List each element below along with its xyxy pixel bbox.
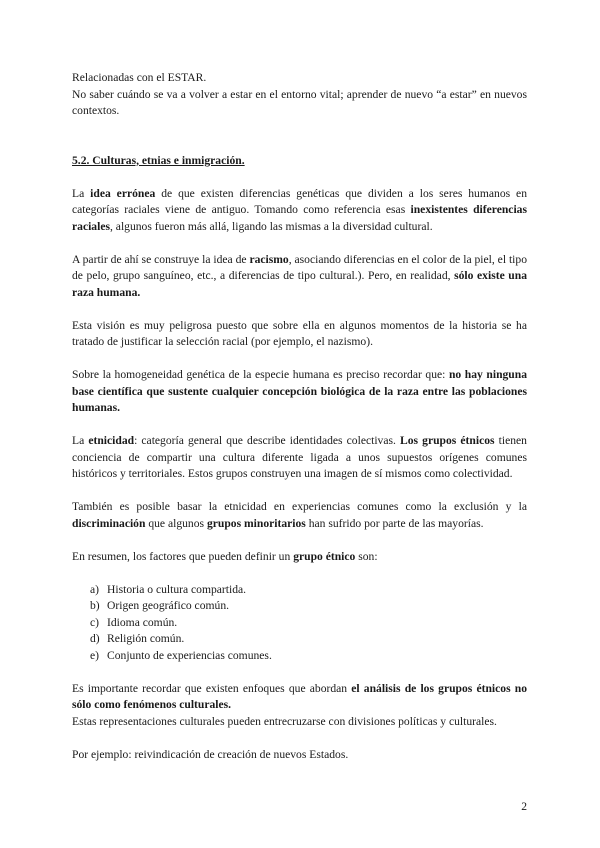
paragraph-resumen — [72, 549, 527, 566]
text: La — [72, 434, 89, 447]
list-marker: c) — [90, 615, 100, 629]
text: La — [72, 186, 91, 200]
text: En resumen, los factores que pueden definir un — [72, 549, 294, 563]
bold-text: Los grupos étnicos — [400, 434, 495, 447]
list-item-text: Idioma común. — [107, 615, 178, 629]
list-item-text: Origen geográfico común. — [107, 599, 230, 612]
bold-text: idea errónea — [90, 186, 156, 200]
bold-text: no hay ninguna base científica que sustente cualquier concepción biológica de la raza entre las poblaciones humanas. — [72, 368, 528, 414]
bold-text: inexistentes diferencias raciales — [72, 203, 527, 233]
list-item-text: Conjunto de experiencias comunes. — [107, 648, 272, 662]
list-marker: a) — [90, 582, 100, 596]
text: A partir de ahí se construye la idea de — [72, 252, 250, 266]
paragraph-vision-peligrosa: Esta visión es muy peligrosa puesto que sobre ella en algunos momentos de la historia se ha tratado de justificar la selección racial (por ejemplo, el nazismo). — [72, 318, 527, 348]
paragraph-idea-erronea — [72, 186, 527, 236]
text: son: — [355, 549, 378, 563]
bold-text: grupo étnico — [293, 549, 356, 563]
text: : categoría general que describe identidades colectivas. — [134, 434, 401, 447]
section-heading: 5.2. Culturas, etnias e inmigración. — [72, 153, 245, 167]
text: También es posible basar la etnicidad en experiencias comunes como la exclusión y la — [72, 500, 527, 513]
text: Es importante recordar que existen enfoques que abordan — [72, 681, 352, 695]
paragraph-homogeneidad — [72, 367, 527, 417]
bold-text: discriminación — [72, 516, 146, 530]
list-item — [72, 631, 527, 648]
text: , algunos fueron más allá, ligando las mismas a la diversidad cultural. — [110, 219, 433, 233]
paragraph-racismo — [72, 252, 527, 302]
paragraph-etnicidad — [72, 433, 527, 483]
list-item — [72, 582, 527, 599]
page-content — [72, 70, 527, 763]
intro-line-2: No saber cuándo se va a volver a estar en el entorno vital; aprender de nuevo “a estar” en nuevos contextos. — [72, 87, 527, 117]
paragraph-discriminacion — [72, 499, 527, 532]
list-marker: b) — [90, 599, 100, 612]
factors-list — [72, 582, 527, 665]
list-marker: e) — [90, 648, 100, 662]
bold-text: etnicidad — [88, 434, 135, 447]
list-marker: d) — [90, 632, 100, 645]
list-item — [72, 598, 527, 615]
text: Sobre la homogeneidad genética de la especie humana es preciso recordar que: — [72, 368, 449, 381]
bold-text: grupos minoritarios — [206, 516, 306, 530]
page-number: 2 — [521, 800, 527, 813]
text: de que existen diferencias genéticas que dividen a los seres humanos en categorías raciales viene de antiguo. Tomando como referencia esas — [72, 186, 527, 216]
bold-text: el análisis de los grupos étnicos no sólo como fenómenos culturales. — [72, 681, 527, 711]
paragraph-ejemplo: Por ejemplo: reivindicación de creación de nuevos Estados. — [72, 747, 349, 761]
bold-text: racismo — [249, 252, 289, 266]
list-item-text: Religión común. — [107, 632, 185, 645]
text: , asociando diferencias en el color de la piel, el tipo de pelo, grupo sanguíneo, etc., a diferencias de tipo cultural.). Pero, en realidad, — [72, 252, 527, 282]
text: tienen conciencia de compartir una cultura diferente ligada a unos supuestos orígenes comunes históricos y territoriales. Estos grupos construyen una imagen de sí mismos como colectividad. — [72, 434, 527, 480]
paragraph-representaciones: Estas representaciones culturales pueden entrecruzarse con divisiones políticas y culturales. — [72, 714, 497, 728]
text: que algunos — [145, 516, 207, 530]
list-item — [72, 615, 527, 632]
bold-text: sólo existe una raza humana. — [72, 269, 527, 299]
text: han sufrido por parte de las mayorías. — [305, 516, 484, 530]
list-item — [72, 648, 527, 665]
intro-line-1: Relacionadas con el ESTAR. — [72, 71, 207, 84]
list-item-text: Historia o cultura compartida. — [107, 582, 247, 596]
paragraph-enfoques — [72, 681, 527, 714]
